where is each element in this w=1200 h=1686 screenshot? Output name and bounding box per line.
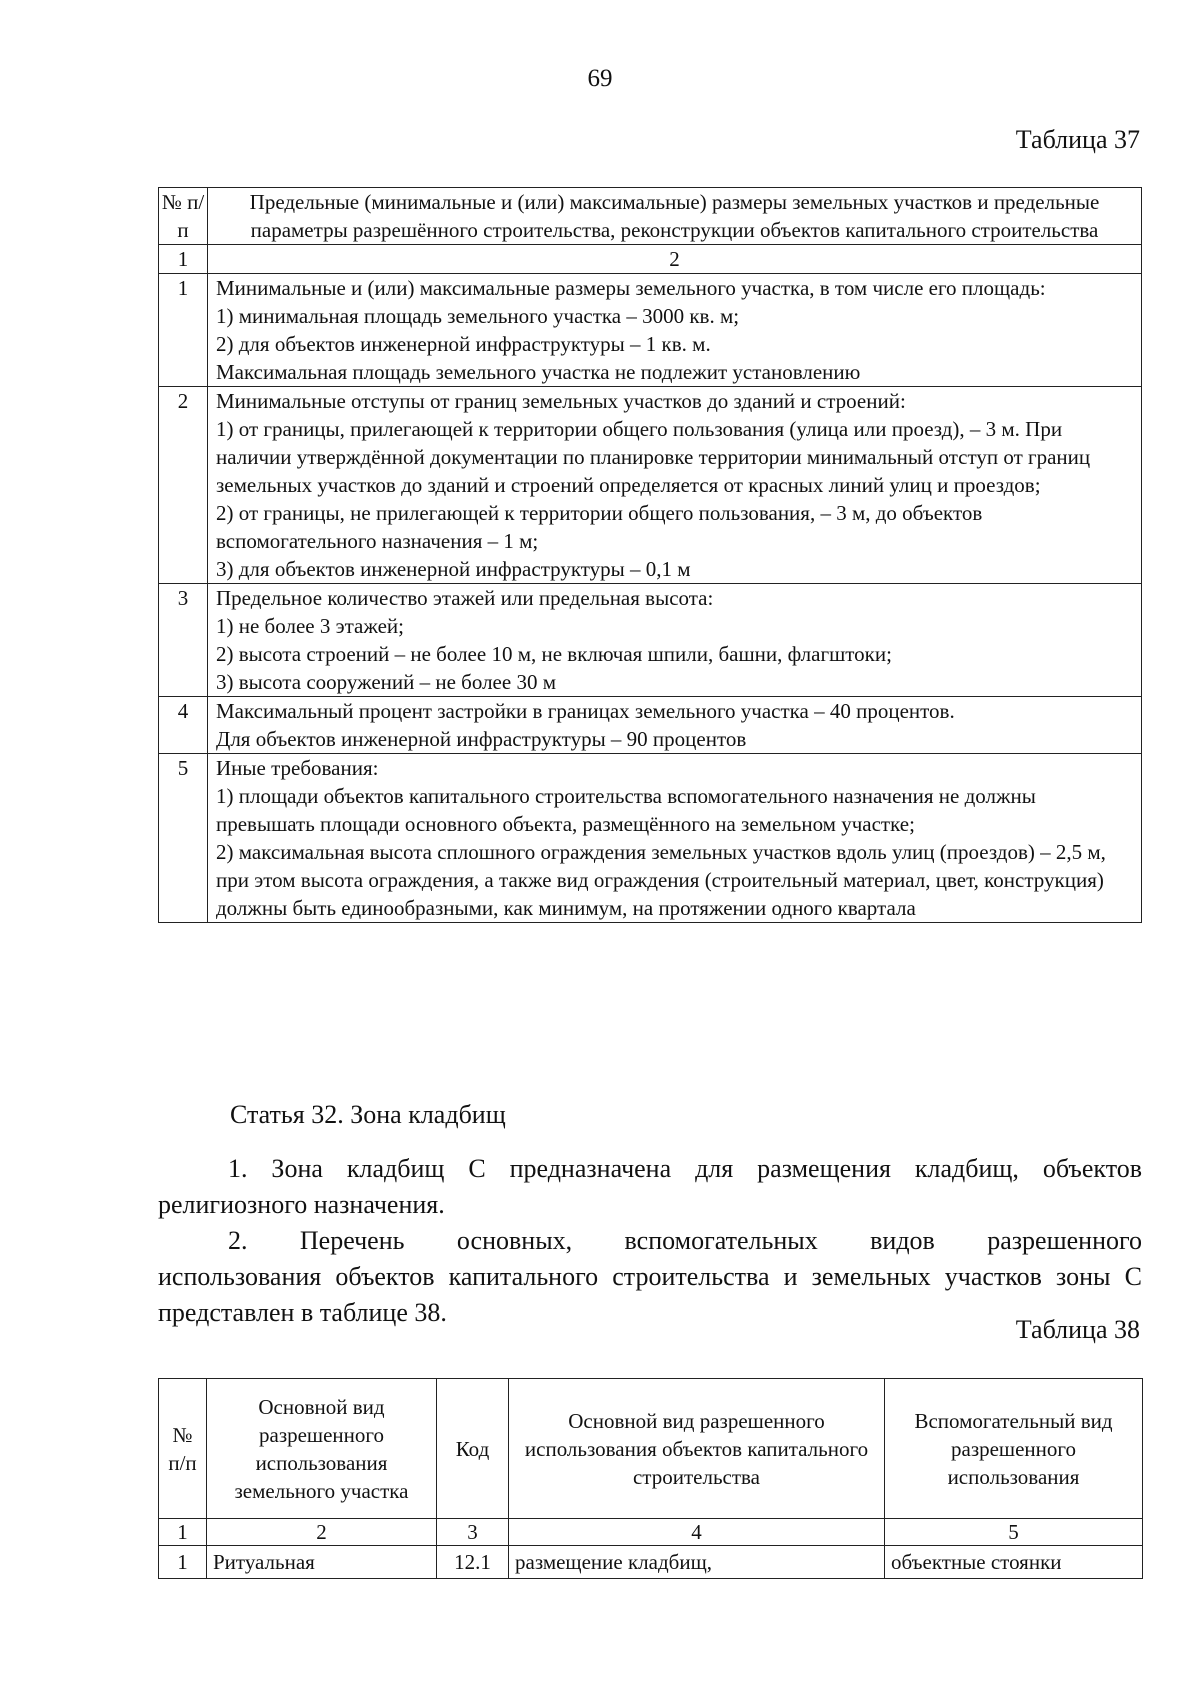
table-38-header-num: № п/п (159, 1379, 207, 1519)
page-number: 69 (587, 65, 613, 92)
row-code: 12.1 (437, 1546, 509, 1579)
paragraph-2-first-line: 2. Перечень основных, вспомогательных видов разрешенного (228, 1226, 1142, 1255)
table-row (159, 387, 1142, 584)
table-38 (158, 1378, 1143, 1579)
row-building-use: размещение кладбищ, (509, 1546, 885, 1579)
table-row (159, 1546, 1143, 1579)
row-text-line: 2) высота строений – не более 10 м, не включая шпили, башни, флагштоки; (216, 642, 892, 666)
row-text-line: Максимальный процент застройки в границах земельного участка – 40 процентов. (216, 699, 955, 723)
row-text-line: 2) для объектов инженерной инфраструктуры – 1 кв. м. (216, 332, 711, 356)
row-text-line: 2) от границы, не прилегающей к территории общего пользования, – 3 м, до объектов вспомогательного назначения – 1 м; (216, 501, 983, 553)
table-37-header-row (159, 188, 1142, 245)
row-text-line: 3) для объектов инженерной инфраструктуры – 0,1 м (216, 557, 691, 581)
row-text-line: 1) площади объектов капитального строительства вспомогательного назначения не должны превышать площади основного объекта, размещённого на земельном участке; (216, 784, 1036, 836)
row-number: 1 (159, 1546, 207, 1579)
row-number: 2 (159, 387, 208, 584)
table-37-index-1: 1 (159, 245, 208, 274)
table-38-index-cell: 1 (159, 1519, 207, 1546)
table-row (159, 274, 1142, 387)
article-title: Статья 32. Зона кладбищ (230, 1100, 506, 1129)
table-37-header-title: Предельные (минимальные и (или) максимальные) размеры земельных участков и предельные параметры разрешённого строительства, реконструкции объектов капитального строительства (208, 188, 1142, 245)
table-38-header-auxiliary-use: Вспомогательный вид разрешенного использования (885, 1379, 1143, 1519)
table-row (159, 697, 1142, 754)
row-text-line: Иные требования: (216, 756, 379, 780)
table-row (159, 754, 1142, 923)
row-content (208, 387, 1142, 584)
table-row (159, 584, 1142, 697)
table-38-index-cell: 5 (885, 1519, 1143, 1546)
table-37-header-num: № п/п (159, 188, 208, 245)
table-37 (158, 187, 1142, 923)
table-38-caption: Таблица 38 (1015, 1315, 1140, 1344)
row-text-line: 1) минимальная площадь земельного участка – 3000 кв. м; (216, 304, 740, 328)
row-text-line: 1) не более 3 этажей; (216, 614, 404, 638)
paragraph-1-rest: религиозного назначения. (158, 1190, 445, 1219)
table-38-header-land-use: Основной вид разрешенного использования земельного участка (207, 1379, 437, 1519)
table-37-caption: Таблица 37 (1015, 125, 1140, 154)
row-content (208, 584, 1142, 697)
table-37-index-row (159, 245, 1142, 274)
row-text-line: 2) максимальная высота сплошного ограждения земельных участков вдоль улиц (проездов) – 2,5 м, при этом высота ограждения, а также вид ограждения (строительный материал, цвет, конструкция) должны быть единообразными, как минимум, на протяжении одного квартала (216, 840, 1106, 920)
table-38-header-building-use: Основной вид разрешенного использования объектов капитального строительства (509, 1379, 885, 1519)
row-text-line: Максимальная площадь земельного участка не подлежит установлению (216, 360, 861, 384)
row-number: 1 (159, 274, 208, 387)
row-number: 4 (159, 697, 208, 754)
row-text-line: Для объектов инженерной инфраструктуры – 90 процентов (216, 727, 747, 751)
table-38-header-row (159, 1379, 1143, 1519)
paragraph-2-rest: использования объектов капитального строительства и земельных участков зоны С представлен в таблице 38. (158, 1262, 1142, 1327)
row-content (208, 697, 1142, 754)
table-38-header-code: Код (437, 1379, 509, 1519)
row-content (208, 754, 1142, 923)
row-content (208, 274, 1142, 387)
table-38-index-cell: 4 (509, 1519, 885, 1546)
table-38-index-row (159, 1519, 1143, 1546)
table-37-index-2: 2 (208, 245, 1142, 274)
paragraph-2 (158, 1223, 1142, 1331)
row-text-line: Минимальные и (или) максимальные размеры земельного участка, в том числе его площадь: (216, 276, 1046, 300)
paragraph-1 (158, 1151, 1142, 1223)
row-text-line: Минимальные отступы от границ земельных участков до зданий и строений: (216, 389, 906, 413)
row-number: 5 (159, 754, 208, 923)
row-text-line: 1) от границы, прилегающей к территории общего пользования (улица или проезд), – 3 м. При наличии утверждённой документации по планировке территории минимальный отступ от границ земельных участков до зданий и строений определяется от красных линий улиц и проездов; (216, 417, 1091, 497)
paragraph-1-first-line: 1. Зона кладбищ С предназначена для размещения кладбищ, объектов (228, 1154, 1142, 1183)
table-38-index-cell: 2 (207, 1519, 437, 1546)
row-text-line: Предельное количество этажей или предельная высота: (216, 586, 714, 610)
row-auxiliary-use: объектные стоянки (885, 1546, 1143, 1579)
row-number: 3 (159, 584, 208, 697)
row-text-line: 3) высота сооружений – не более 30 м (216, 670, 556, 694)
table-38-index-cell: 3 (437, 1519, 509, 1546)
row-land-use: Ритуальная (207, 1546, 437, 1579)
